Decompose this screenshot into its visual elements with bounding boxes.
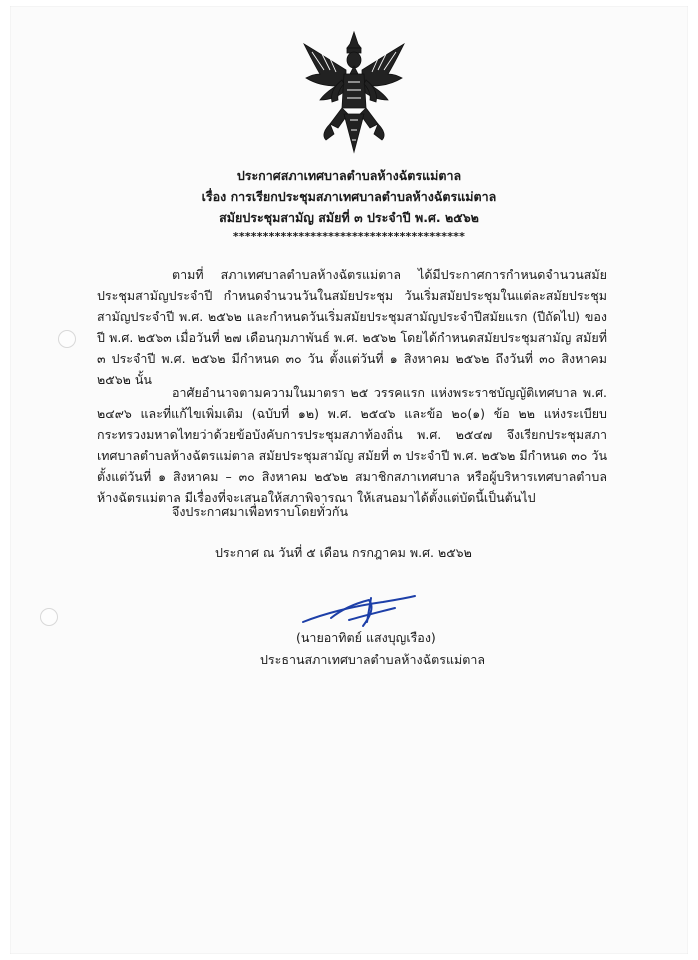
closing-statement: จึงประกาศมาเพื่อทราบโดยทั่วกัน bbox=[172, 504, 349, 519]
announcement-subject: เรื่อง การเรียกประชุมสภาเทศบาลตำบลห้างฉัตรแม่ตาล bbox=[201, 189, 497, 204]
announcement-title: ประกาศสภาเทศบาลตำบลห้างฉัตรแม่ตาล bbox=[236, 168, 462, 183]
announcement-date: ประกาศ ณ วันที่ ๕ เดือน กรกฎาคม พ.ศ. ๒๕๖๒ bbox=[215, 545, 472, 560]
garuda-emblem bbox=[300, 30, 408, 158]
paragraph-1-text: ตามที่ สภาเทศบาลตำบลห้างฉัตรแม่ตาล ได้มีประกาศการกำหนดจำนวนสมัยประชุมสามัญประจำปี กำหนดจำนวนวันในสมัยประชุม วันเริ่มสมัยประชุมในแต่ละสมัยประชุมสามัญประจำปี พ.ศ. ๒๕๖๒ และกำหนดวันเริ่มสมัยประชุมสามัญประจำปีสมัยแรก (ปีถัดไป) ของปี พ.ศ. ๒๕๖๓ เมื่อวันที่ ๒๗ เดือนกุมภาพันธ์ พ.ศ. ๒๕๖๒ โดยได้กำหนดสมัยประชุมสามัญ สมัยที่ ๓ ประจำปี พ.ศ. ๒๕๖๒ มีกำหนด ๓๐ วัน ตั้งแต่วันที่ ๑ สิงหาคม ๒๕๖๒ ถึงวันที่ ๓๐ สิงหาคม ๒๕๖๒ นั้น bbox=[97, 267, 607, 387]
signer-title: ประธานสภาเทศบาลตำบลห้างฉัตรแม่ตาล bbox=[260, 652, 486, 667]
paragraph-2 bbox=[97, 382, 607, 508]
paragraph-1 bbox=[97, 264, 607, 390]
separator-stars: *************************************** bbox=[232, 230, 466, 243]
punch-hole bbox=[58, 330, 76, 348]
signer-name: (นายอาทิตย์ แสงบุญเรือง) bbox=[296, 630, 436, 645]
punch-hole bbox=[40, 608, 58, 626]
paragraph-2-text: อาศัยอำนาจตามความในมาตรา ๒๕ วรรคแรก แห่งพระราชบัญญัติเทศบาล พ.ศ. ๒๔๙๖ และที่แก้ไขเพิ่มเติม (ฉบับที่ ๑๒) พ.ศ. ๒๕๔๖ และข้อ ๒๐(๑) ข้อ ๒๒ แห่งระเบียบกระทรวงมหาดไทยว่าด้วยข้อบังคับการประชุมสภาท้องถิ่น พ.ศ. ๒๕๔๗ จึงเรียกประชุมสภาเทศบาลตำบลห้างฉัตรแม่ตาล สมัยประชุมสามัญ สมัยที่ ๓ ประจำปี พ.ศ. ๒๕๖๒ มีกำหนด ๓๐ วัน ตั้งแต่วันที่ ๑ สิงหาคม – ๓๐ สิงหาคม ๒๕๖๒ สมาชิกสภาเทศบาล หรือผู้บริหารเทศบาลตำบลห้างฉัตรแม่ตาล มีเรื่องที่จะเสนอให้สภาพิจารณา ให้เสนอมาได้ตั้งแต่บัดนี้เป็นต้นไป bbox=[97, 385, 607, 505]
meeting-session: สมัยประชุมสามัญ สมัยที่ ๓ ประจำปี พ.ศ. ๒๕๖๒ bbox=[219, 210, 479, 225]
